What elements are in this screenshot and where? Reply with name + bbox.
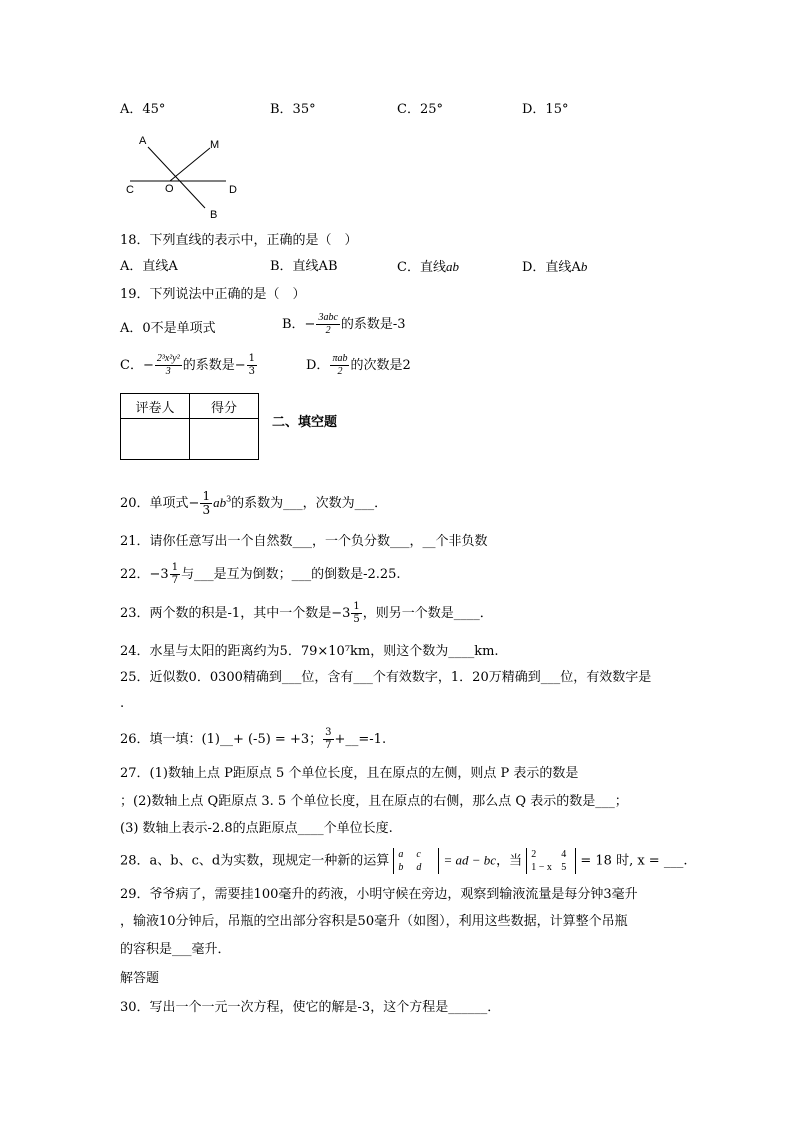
q17-option-b: B．35°: [270, 102, 316, 117]
q28-matrix2: [526, 848, 576, 874]
q20-num: 1: [202, 489, 211, 503]
q27-line1: 27．(1)数轴上点 P距原点 5 个单位长度，且在原点的左侧，则点 P 表示的数是: [120, 766, 579, 781]
q20-den: 3: [202, 503, 211, 517]
q26-fraction: [323, 727, 333, 752]
q19-b-fraction: [316, 312, 339, 337]
q19-c-prefix: C．−: [120, 358, 154, 373]
section-title-answer: 解答题: [120, 971, 160, 986]
q28-matrix1: [393, 848, 439, 874]
q22-prefix: 22．−3: [120, 567, 169, 582]
q28-m2-d: 5: [561, 862, 567, 873]
score-table: [120, 393, 259, 460]
q28-eq1: = ad − bc: [443, 852, 497, 868]
q18-option-d: [522, 258, 587, 277]
q19-stem: 19．下列说法中正确的是（ ）: [120, 287, 306, 302]
q18-c-var: ab: [445, 259, 459, 274]
q20: [120, 490, 387, 517]
q19-c-den: 3: [165, 366, 171, 377]
q25-line2: .: [120, 696, 125, 711]
q28-m1-c: c: [416, 849, 421, 860]
q18-c-text: C．直线: [397, 260, 446, 275]
q20-prefix: 20．单项式−: [120, 496, 200, 511]
q19-d-suffix: 的次数是2: [350, 358, 411, 373]
q26-suffix: +__=-1.: [334, 732, 387, 747]
q17-option-c: C．25°: [397, 102, 443, 117]
q23: [120, 601, 493, 626]
label-b: B: [210, 209, 218, 221]
q20-suffix: 的系数为___，次数为___．: [231, 496, 388, 511]
q19-b-suffix: 的系数是-3: [340, 317, 406, 332]
q26: [120, 727, 386, 752]
q19-c-mid: 的系数是−: [182, 358, 246, 373]
q26-den: 7: [325, 740, 332, 751]
q29-line3: 的容积是___毫升．: [120, 942, 231, 957]
q19-c-fraction2: [247, 353, 257, 378]
q19-d-den: 2: [337, 366, 343, 377]
q18-d-text: D．直线A: [522, 260, 581, 275]
q19-b-prefix: B．−: [282, 317, 316, 332]
q23-fraction: [351, 601, 361, 626]
q19-d-fraction: [330, 353, 349, 378]
q19-option-c: [120, 353, 258, 378]
q29-line2: ，输液10分钟后，吊瓶的空出部分容积是50毫升（如图），利用这些数据，计算整个吊瓶: [120, 914, 628, 929]
q19-c-den2: 3: [248, 366, 255, 377]
q29-line1: 29．爷爷病了，需要挂100毫升的药液，小明守候在旁边，观察到输液流量是每分钟3毫升: [120, 887, 638, 902]
q30: 30．写出一个一元一次方程，使它的解是-3，这个方程是______．: [120, 1000, 501, 1015]
q22-fraction: [170, 562, 180, 587]
q18-option-a: A．直线A: [120, 259, 178, 274]
q28-m2-a: 2: [531, 849, 537, 860]
q26-num: 3: [325, 727, 332, 738]
q24: 24．水星与太阳的距离约为5．79×10⁷km，则这个数为____km.: [120, 644, 499, 659]
q18-option-c: [397, 258, 459, 277]
q19-b-den: 2: [325, 325, 331, 336]
q23-num: 1: [353, 601, 360, 612]
score-table-score-header: 得分: [190, 394, 259, 419]
q28-m1-a: a: [398, 849, 404, 860]
q23-den: 5: [353, 614, 360, 625]
q19-c-num: 2³x²y²: [156, 353, 180, 364]
q27-line3: (3) 数轴上表示-2.8的点距原点____个单位长度.: [120, 821, 393, 836]
q19-b-num: 3abc: [318, 312, 338, 323]
q26-prefix: 26．填一填：(1)__+ (-5) = +3；: [120, 732, 323, 747]
q28-suffix: = 18 时, x = ___.: [580, 853, 688, 869]
q28-m1-d: d: [416, 862, 422, 873]
label-o: O: [165, 183, 174, 195]
label-m: M: [210, 139, 220, 151]
q18-d-var: b: [580, 259, 588, 274]
q22-suffix: 与___是互为倒数；___的倒数是-2.25.: [181, 567, 401, 582]
q28-m2-c: 4: [561, 849, 567, 860]
q28-m1-b: b: [398, 862, 404, 873]
q23-suffix: ，则另一个数是____．: [362, 606, 493, 621]
q19-d-num: πab: [332, 353, 348, 364]
q18-stem: 18．下列直线的表示中，正确的是（ ）: [120, 233, 358, 248]
line-ab: [148, 147, 205, 208]
q19-d-prefix: D．: [306, 358, 330, 373]
ray-om: [170, 148, 210, 181]
score-table-grader-header: 评卷人: [121, 394, 190, 419]
q19-c-num2: 1: [248, 353, 255, 364]
q20-fraction: [200, 490, 212, 517]
q17-option-a: A．45°: [120, 102, 166, 117]
q19-c-fraction: [155, 353, 182, 378]
q19-option-d: [306, 353, 411, 378]
section-title-fill-in: 二、填空题: [272, 415, 338, 430]
q23-prefix: 23．两个数的积是-1，其中一个数是−3: [120, 606, 351, 621]
score-table-grader-cell[interactable]: [121, 419, 190, 460]
score-table-score-cell[interactable]: [190, 419, 259, 460]
q22-den: 7: [171, 575, 179, 586]
q19-option-a: A．0不是单项式: [120, 321, 216, 336]
angle-figure: [118, 130, 248, 222]
q20-var: ab: [213, 495, 227, 510]
q18-option-b: B．直线AB: [270, 259, 338, 274]
q22-num: 1: [171, 562, 179, 573]
q28-mid: ，当: [496, 853, 523, 869]
label-a: A: [139, 135, 147, 147]
q21: 21．请你任意写出一个自然数___，一个负分数___，__个非负数: [120, 534, 488, 549]
label-d: D: [229, 184, 237, 196]
q20-exp: 3: [226, 494, 232, 504]
q17-option-d: D．15°: [522, 102, 569, 117]
label-c: C: [126, 184, 134, 196]
q28-prefix: 28．a、b、c、d为实数，现规定一种新的运算: [120, 853, 390, 869]
q28-m2-b: 1 − x: [531, 862, 552, 873]
q25-line1: 25．近似数0．0300精确到___位，含有___个有效数字，1．20万精确到___位，有效数字是: [120, 670, 652, 685]
q27-line2: ；(2)数轴上点 Q距原点 3. 5 个单位长度，且在原点的右侧，那么点 Q 表示的数是___；: [120, 794, 628, 809]
q19-option-b: [282, 312, 406, 337]
q28: [120, 848, 687, 874]
q22: [120, 562, 401, 587]
